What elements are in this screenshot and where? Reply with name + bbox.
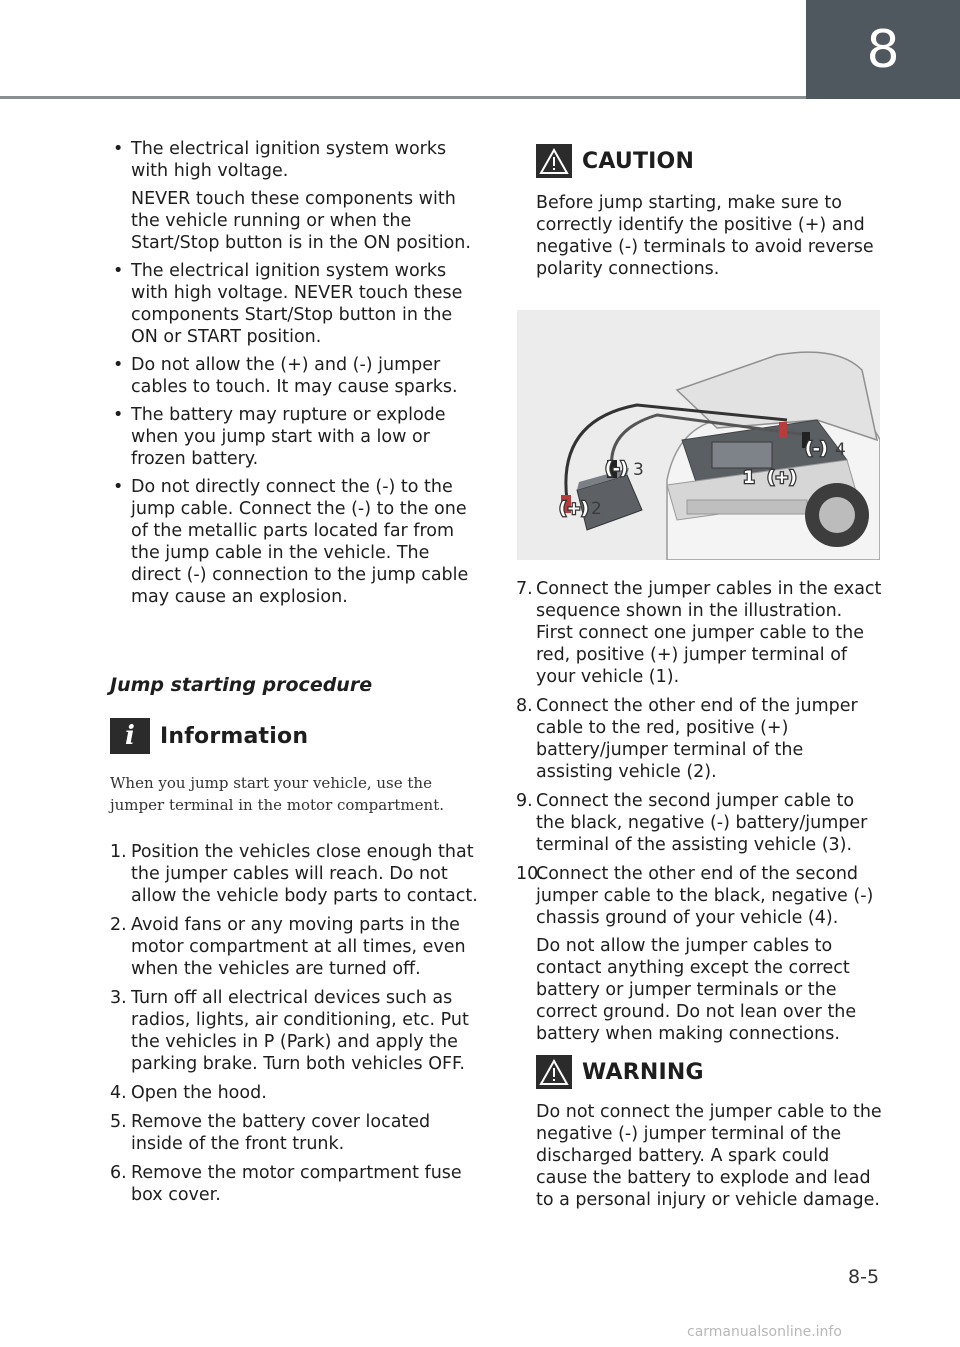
step-number: 9.: [516, 791, 533, 811]
step-item: [516, 863, 882, 1045]
list-item: [110, 260, 480, 348]
list-item: [110, 354, 480, 398]
step-item: [110, 1082, 480, 1104]
list-item: [110, 138, 480, 254]
jump-start-illustration: [517, 310, 880, 560]
left-bullet-list: [110, 138, 480, 614]
information-box: [110, 718, 480, 816]
step-item: [516, 578, 882, 688]
caution-text: Before jump starting, make sure to correctly identify the positive (+) and negative (-) terminals to avoid reverse polarity connections.: [536, 193, 874, 279]
bullet-text: Do not directly connect the (-) to the jump cable. Connect the (-) to the one of the metallic parts located far from the jump cable in the vehicle. The direct (-) connection to the jump cable may cause an explosion.: [131, 477, 469, 607]
tag-minus-3: (-): [605, 459, 628, 479]
step-text: Do not allow the jumper cables to contact anything except the correct battery or jumper terminals or the correct ground. Do not lean over the battery when making connections.: [536, 936, 857, 1044]
tag-plus-2: (+): [559, 499, 589, 519]
step-item: [110, 1162, 480, 1206]
bullet-text: The battery may rupture or explode when you jump start with a low or frozen battery.: [131, 405, 446, 469]
step-text: Remove the motor compartment fuse box cover.: [131, 1163, 462, 1205]
chapter-tab: [806, 0, 960, 99]
step-text: Connect the other end of the second jumper cable to the black, negative (-) chassis ground of your vehicle (4).: [536, 864, 874, 928]
step-item: [516, 790, 882, 856]
step-number: 1.: [110, 842, 127, 862]
step-text: Open the hood.: [131, 1083, 267, 1103]
bullet-dot: •: [113, 261, 124, 281]
information-header: [110, 718, 480, 754]
bullet-dot: •: [113, 355, 124, 375]
step-text: Avoid fans or any moving parts in the motor compartment at all times, even when the vehicles are turned off.: [131, 915, 466, 979]
list-item: [110, 404, 480, 470]
steps-list-left: [110, 841, 480, 1213]
step-number: 6.: [110, 1163, 127, 1183]
page-number: 8-5: [848, 1266, 880, 1288]
watermark: carmanualsonline.info: [687, 1324, 842, 1340]
step-text: Turn off all electrical devices such as radios, lights, air conditioning, etc. Put the vehicles in P (Park) and apply the parking brake. Turn both vehicles OFF.: [131, 988, 469, 1074]
step-text: Connect the jumper cables in the exact sequence shown in the illustration. First connect one jumper cable to the red, positive (+) jumper terminal of your vehicle (1).: [536, 579, 882, 687]
caution-header: [536, 144, 882, 178]
step-text: Position the vehicles close enough that the jumper cables will reach. Do not allow the vehicle body parts to contact.: [131, 842, 478, 906]
step-item: [110, 914, 480, 980]
warning-triangle-icon: [536, 1055, 572, 1089]
step-item: [110, 1111, 480, 1155]
step-number: 5.: [110, 1112, 127, 1132]
warning-header: [536, 1055, 882, 1089]
info-icon: i: [110, 718, 150, 754]
warning-text: Do not connect the jumper cable to the negative (-) jumper terminal of the discharged battery. A spark could cause the battery to explode and lead to a personal injury or vehicle damage.: [536, 1102, 882, 1210]
tag-plus-1: (+): [767, 468, 797, 488]
step-text: Connect the second jumper cable to the black, negative (-) battery/jumper terminal of the assisting vehicle (3).: [536, 791, 868, 855]
step-number: 4.: [110, 1083, 127, 1103]
callout-labels: [517, 310, 880, 560]
bullet-text: The electrical ignition system works with high voltage.: [131, 139, 447, 181]
label-4: 4: [835, 440, 846, 460]
information-label: Information: [160, 723, 309, 749]
label-2: 2: [591, 499, 602, 519]
step-item: [516, 695, 882, 783]
steps-list-right: [516, 578, 882, 1052]
information-text: When you jump start your vehicle, use the jumper terminal in the motor compartment.: [110, 774, 444, 814]
step-item: [110, 987, 480, 1075]
list-item: [110, 476, 480, 608]
warning-triangle-icon: [539, 1058, 569, 1086]
caution-box: [536, 144, 882, 280]
step-text: Connect the other end of the jumper cable to the red, positive (+) battery/jumper terminal of the assisting vehicle (2).: [536, 696, 858, 782]
label-1: 1: [743, 468, 755, 488]
step-number: 10.: [516, 864, 544, 884]
warning-triangle-icon: [539, 147, 569, 175]
step-number: 2.: [110, 915, 127, 935]
bullet-text: Do not allow the (+) and (-) jumper cables to touch. It may cause sparks.: [131, 355, 458, 397]
step-text: Remove the battery cover located inside of the front trunk.: [131, 1112, 431, 1154]
bullet-text: NEVER touch these components with the vehicle running or when the Start/Stop button is in the ON position.: [131, 189, 471, 253]
bullet-dot: •: [113, 139, 124, 159]
step-number: 3.: [110, 988, 127, 1008]
warning-box: [536, 1055, 882, 1211]
warning-label: WARNING: [582, 1059, 704, 1085]
caution-label: CAUTION: [582, 148, 695, 174]
header-rule: [0, 96, 806, 99]
bullet-text: The electrical ignition system works with high voltage. NEVER touch these components Start/Stop button in the ON or START position.: [131, 261, 463, 347]
bullet-dot: •: [113, 477, 124, 497]
tag-minus-4: (-): [805, 439, 828, 459]
step-number: 7.: [516, 579, 533, 599]
warning-triangle-icon: [536, 144, 572, 178]
chapter-number: 8: [866, 19, 900, 80]
step-number: 8.: [516, 696, 533, 716]
label-3: 3: [633, 460, 644, 480]
step-item: [110, 841, 480, 907]
section-title: Jump starting procedure: [110, 674, 373, 696]
bullet-dot: •: [113, 405, 124, 425]
